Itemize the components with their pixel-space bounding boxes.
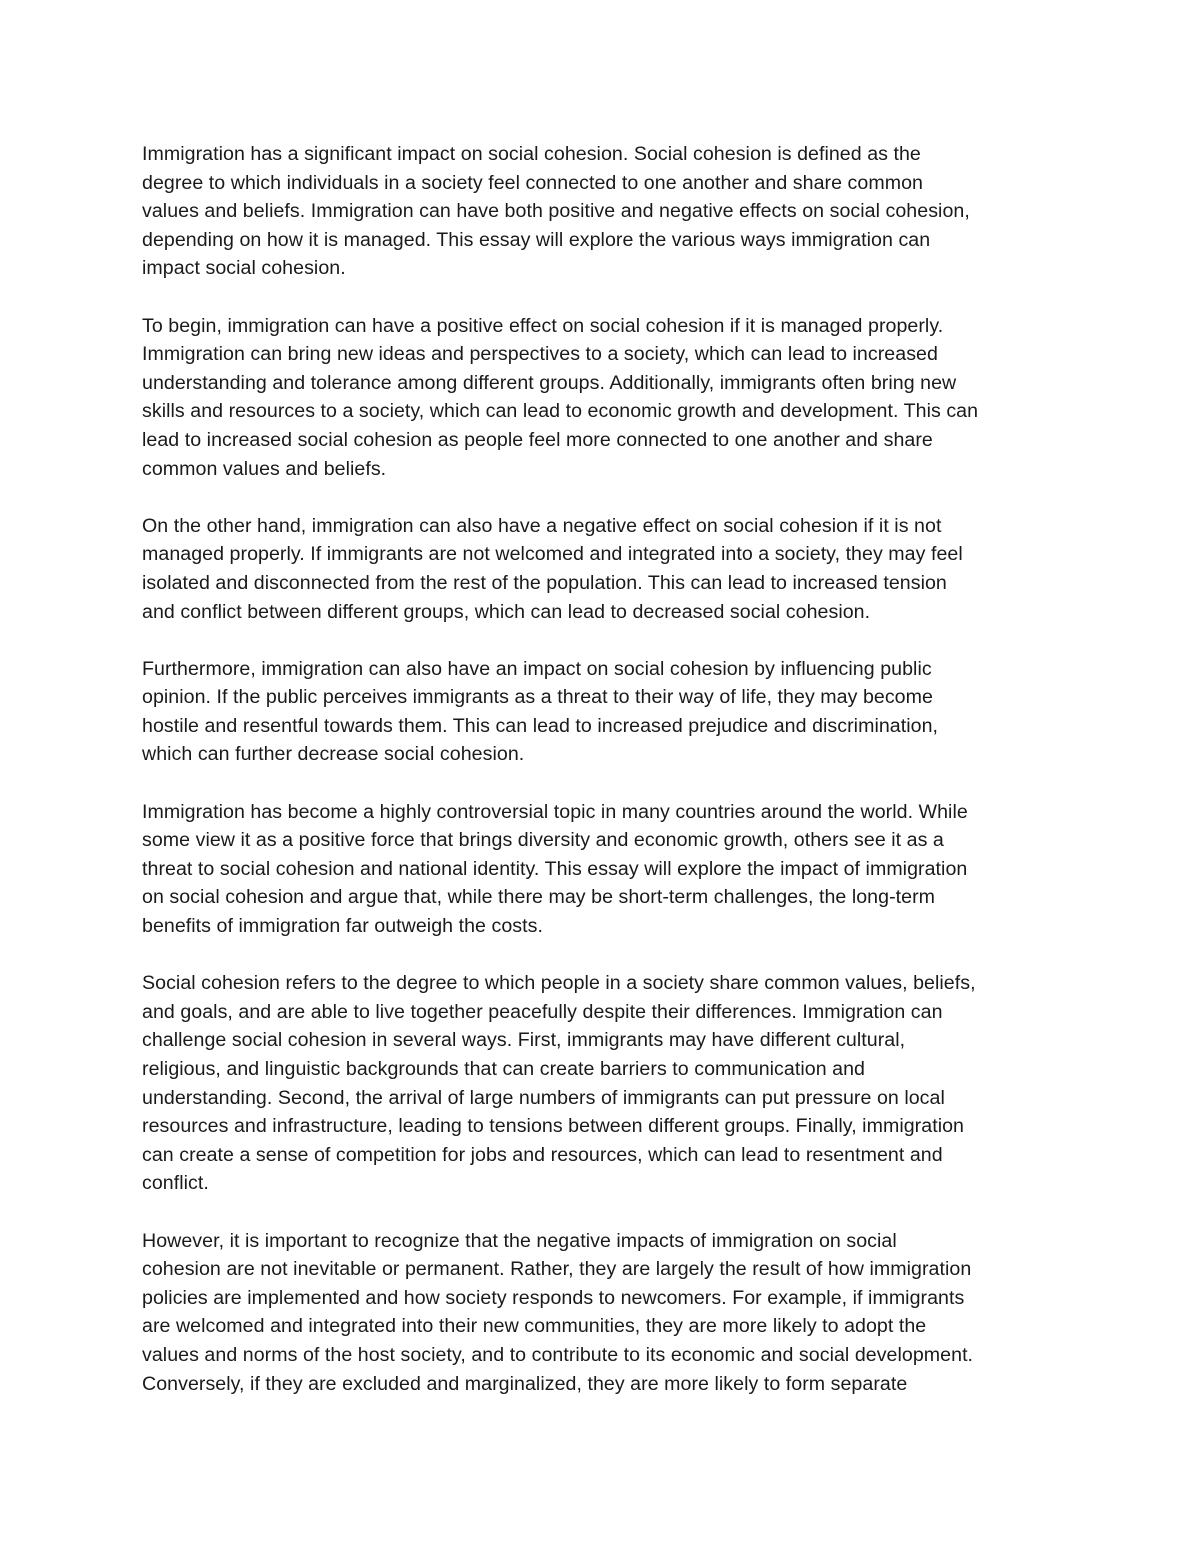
text-line: which can further decrease social cohesion. bbox=[142, 743, 525, 766]
text-line: values and norms of the host society, and to contribute to its economic and social development. bbox=[142, 1343, 974, 1366]
text-line: To begin, immigration can have a positive effect on social cohesion if it is managed properly. bbox=[142, 314, 944, 337]
paragraph bbox=[142, 969, 1102, 1198]
text-line: conflict. bbox=[142, 1172, 209, 1195]
text-line: lead to increased social cohesion as people feel more connected to one another and share bbox=[142, 428, 933, 451]
text-line: depending on how it is managed. This essay will explore the various ways immigration can bbox=[142, 228, 931, 251]
text-line: skills and resources to a society, which can lead to economic growth and development. This can bbox=[142, 400, 979, 423]
text-line: on social cohesion and argue that, while there may be short-term challenges, the long-term bbox=[142, 886, 936, 909]
paragraph bbox=[142, 655, 1102, 769]
text-line: Immigration has become a highly controversial topic in many countries around the world. While bbox=[142, 800, 968, 823]
paragraph bbox=[142, 1227, 1102, 1399]
text-line: common values and beliefs. bbox=[142, 457, 387, 480]
paragraph bbox=[142, 140, 1102, 283]
text-line: benefits of immigration far outweigh the costs. bbox=[142, 915, 543, 938]
text-line: Social cohesion refers to the degree to which people in a society share common values, beliefs, bbox=[142, 972, 976, 995]
text-line: understanding and tolerance among different groups. Additionally, immigrants often bring new bbox=[142, 371, 957, 394]
text-line: degree to which individuals in a society feel connected to one another and share common bbox=[142, 171, 923, 194]
document-body bbox=[142, 140, 1102, 1427]
text-line: and goals, and are able to live together peacefully despite their differences. Immigration can bbox=[142, 1000, 943, 1023]
text-line: opinion. If the public perceives immigrants as a threat to their way of life, they may become bbox=[142, 686, 933, 709]
paragraph bbox=[142, 312, 1102, 484]
text-line: However, it is important to recognize that the negative impacts of immigration on social bbox=[142, 1229, 897, 1252]
text-line: Immigration can bring new ideas and perspectives to a society, which can lead to increased bbox=[142, 343, 938, 366]
text-line: managed properly. If immigrants are not welcomed and integrated into a society, they may feel bbox=[142, 543, 963, 566]
text-line: threat to social cohesion and national identity. This essay will explore the impact of immigration bbox=[142, 857, 968, 880]
text-line: and conflict between different groups, which can lead to decreased social cohesion. bbox=[142, 600, 871, 623]
text-line: are welcomed and integrated into their new communities, they are more likely to adopt the bbox=[142, 1315, 927, 1338]
text-line: impact social cohesion. bbox=[142, 257, 346, 280]
text-line: On the other hand, immigration can also have a negative effect on social cohesion if it is not bbox=[142, 514, 942, 537]
text-line: Furthermore, immigration can also have an impact on social cohesion by influencing public bbox=[142, 657, 932, 680]
text-line: some view it as a positive force that brings diversity and economic growth, others see it as a bbox=[142, 829, 944, 852]
text-line: Immigration has a significant impact on social cohesion. Social cohesion is defined as the bbox=[142, 143, 921, 165]
text-line: challenge social cohesion in several ways. First, immigrants may have different cultural, bbox=[142, 1029, 906, 1052]
text-line: values and beliefs. Immigration can have both positive and negative effects on social cohesion, bbox=[142, 200, 970, 223]
text-line: religious, and linguistic backgrounds that can create barriers to communication and bbox=[142, 1058, 865, 1080]
text-line: hostile and resentful towards them. This can lead to increased prejudice and discrimination, bbox=[142, 714, 939, 737]
paragraph bbox=[142, 798, 1102, 941]
text-line: isolated and disconnected from the rest of the population. This can lead to increased tension bbox=[142, 571, 947, 594]
text-line: cohesion are not inevitable or permanent. Rather, they are largely the result of how immigration bbox=[142, 1258, 972, 1281]
text-line: understanding. Second, the arrival of large numbers of immigrants can put pressure on local bbox=[142, 1086, 945, 1109]
paragraph bbox=[142, 512, 1102, 626]
text-line: can create a sense of competition for jobs and resources, which can lead to resentment and bbox=[142, 1143, 943, 1166]
text-line: resources and infrastructure, leading to tensions between different groups. Finally, immigration bbox=[142, 1115, 964, 1138]
text-line: Conversely, if they are excluded and marginalized, they are more likely to form separate bbox=[142, 1372, 908, 1395]
text-line: policies are implemented and how society responds to newcomers. For example, if immigrants bbox=[142, 1286, 965, 1309]
